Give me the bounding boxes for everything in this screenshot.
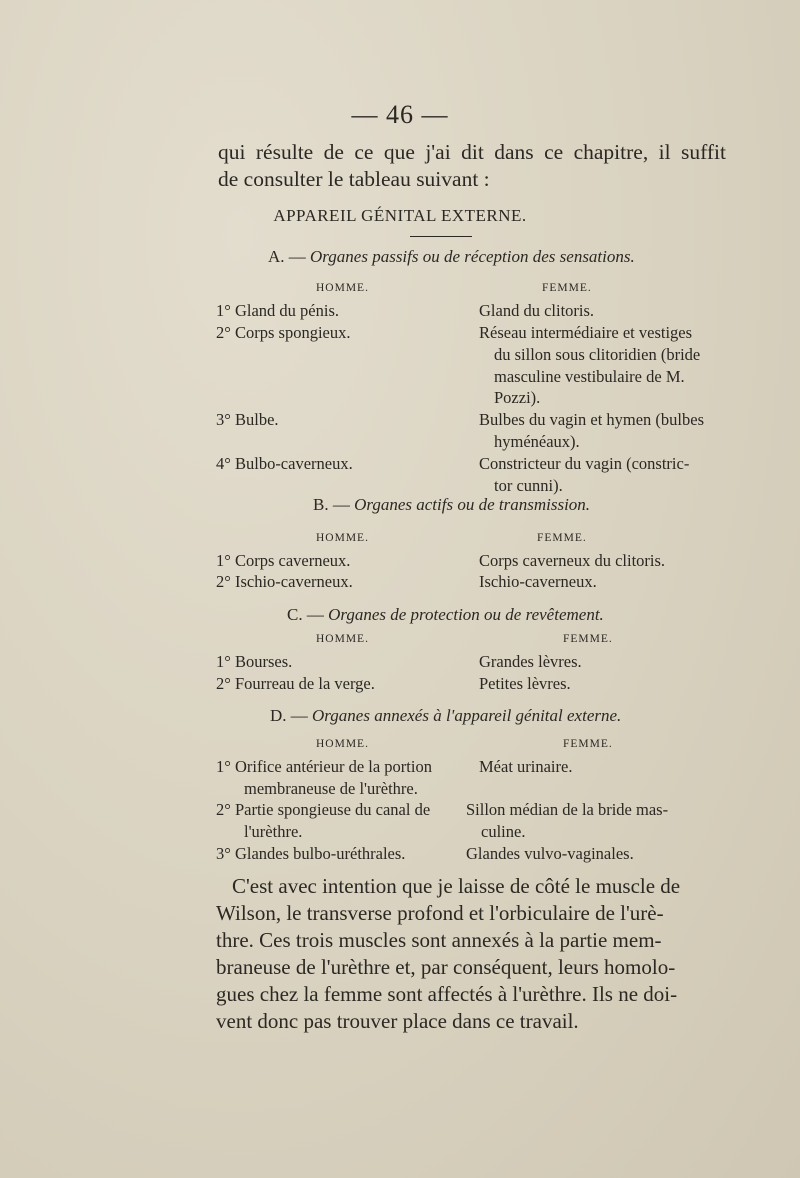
closing-line: thre. Ces trois muscles sont annexés à la partie mem- [216,928,662,952]
section-d-homme-line: 1° Orifice antérieur de la portion [216,757,432,776]
section-d-homme-line: 3° Glandes bulbo-uréthrales. [216,844,406,863]
table-title: APPAREIL GÉNITAL EXTERNE. [273,206,527,225]
section-b-femme-header: FEMME. [537,532,587,544]
closing-line: gues chez la femme sont affectés à l'urèthre. Ils ne doi- [216,982,678,1006]
intro-line-1: qui résulte de ce que j'ai dit dans ce chapitre, il suffit [218,140,726,164]
page-number: — 46 — [351,100,449,129]
section-d-femme-line: Sillon médian de la bride mas- [466,800,669,819]
section-a-femme-line: masculine vestibulaire de M. [494,367,685,386]
section-a-femme-line: Constricteur du vagin (constric- [479,454,690,473]
section-c-heading [287,605,604,625]
closing-line: braneuse de l'urèthre et, par conséquent, leurs homolo- [216,955,676,979]
section-d-letter: D. — [270,706,308,725]
section-a-homme-item: 2° Corps spongieux. [216,323,351,342]
section-a-homme-item: 4° Bulbo-caverneux. [216,454,353,473]
section-a-letter: A. — [268,247,306,266]
section-c-title: Organes de protection ou de revêtement. [328,605,604,624]
closing-line: C'est avec intention que je laisse de côté le muscle de [232,874,681,898]
section-d-femme-line: Glandes vulvo-vaginales. [466,844,634,863]
closing-line: vent donc pas trouver place dans ce travail. [216,1009,579,1033]
title-rule [410,236,472,237]
section-b-heading [313,495,590,515]
section-d-homme-line: l'urèthre. [244,822,303,841]
section-c-homme-item: 2° Fourreau de la verge. [216,674,375,693]
section-c-femme-line: Petites lèvres. [479,674,571,693]
section-c-letter: C. — [287,605,324,624]
section-a-femme-line: tor cunni). [494,476,563,495]
section-b-title: Organes actifs ou de transmission. [354,495,591,514]
section-d-heading [270,706,621,726]
section-a-title: Organes passifs ou de réception des sensations. [310,247,635,266]
section-a-femme-line: hyménéaux). [494,432,580,451]
section-b-letter: B. — [313,495,350,514]
section-d-homme-line: 2° Partie spongieuse du canal de [216,800,431,819]
section-c-homme-header: HOMME. [316,633,369,645]
section-d-homme-header: HOMME. [316,738,369,750]
section-b-homme-item: 1° Corps caverneux. [216,551,351,570]
section-b-femme-line: Corps caverneux du clitoris. [479,551,666,570]
section-d-femme-line: Méat urinaire. [479,757,573,776]
section-c-femme-line: Grandes lèvres. [479,652,582,671]
section-a-heading [268,247,635,267]
section-d-homme-line: membraneuse de l'urèthre. [244,779,418,798]
section-a-femme-line: Gland du clitoris. [479,301,595,320]
section-d-femme-header: FEMME. [563,738,613,750]
section-a-homme-item: 3° Bulbe. [216,410,279,429]
section-a-femme-header: FEMME. [542,282,592,294]
section-a-femme-line: du sillon sous clitoridien (bride [494,345,701,364]
section-c-femme-header: FEMME. [563,633,613,645]
section-a-femme-line: Réseau intermédiaire et vestiges [479,323,693,342]
section-b-femme-line: Ischio-caverneux. [479,572,597,591]
intro-line-2: de consulter le tableau suivant : [218,167,490,191]
section-c-homme-item: 1° Bourses. [216,652,293,671]
section-a-femme-line: Bulbes du vagin et hymen (bulbes [479,410,705,429]
section-a-femme-line: Pozzi). [494,388,541,407]
section-d-femme-line: culine. [481,822,526,841]
section-a-homme-header: HOMME. [316,282,369,294]
section-a-homme-item: 1° Gland du pénis. [216,301,340,320]
closing-line: Wilson, le transverse profond et l'orbiculaire de l'urè- [216,901,664,925]
section-b-homme-header: HOMME. [316,532,369,544]
section-b-homme-item: 2° Ischio-caverneux. [216,572,353,591]
section-d-title: Organes annexés à l'appareil génital externe. [312,706,622,725]
